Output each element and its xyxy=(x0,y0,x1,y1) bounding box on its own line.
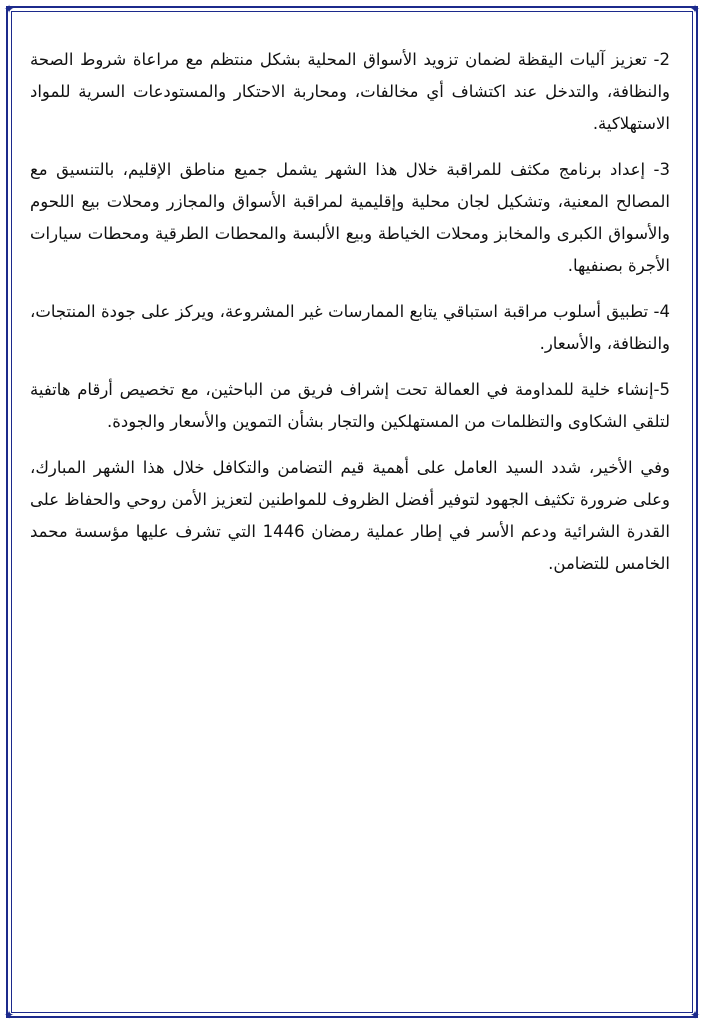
corner-ornament-top-left: ✦ xyxy=(3,2,15,16)
corner-ornament-top-right: ✦ xyxy=(689,2,701,16)
paragraph-item-3: 3- إعداد برنامج مكثف للمراقبة خلال هذا الشهر يشمل جميع مناطق الإقليم، بالتنسيق مع المصالح المعنية، وتشكيل لجان محلية وإقليمية لمراقبة الأسواق والمجازر ومحلات بيع اللحوم والأسواق الكبرى والمخابز ومحلات الخياطة وبيع الألبسة والمحطات الطرقية ومحطات سيارات الأجرة بصنفيها. xyxy=(30,160,670,275)
paragraph-item-4: 4- تطبيق أسلوب مراقبة استباقي يتابع الممارسات غير المشروعة، ويركز على جودة المنتجات، والنظافة، والأسعار. xyxy=(30,302,670,353)
corner-ornament-bottom-left: ✦ xyxy=(3,1008,15,1022)
paragraph-item-2: 2- تعزيز آليات اليقظة لضمان تزويد الأسواق المحلية بشكل منتظم مع مراعاة شروط الصحة والنظافة، والتدخل عند اكتشاف أي مخالفات، ومحاربة الاحتكار والمستودعات السرية للمواد الاستهلاكية. xyxy=(30,50,670,133)
paragraph-item-5: 5-إنشاء خلية للمداومة في العمالة تحت إشراف فريق من الباحثين، مع تخصيص أرقام هاتفية لتلقي الشكاوى والتظلمات من المستهلكين والتجار بشأن التموين والأسعار والجودة. xyxy=(30,380,670,431)
corner-ornament-bottom-right: ✦ xyxy=(689,1008,701,1022)
document-body xyxy=(30,44,670,594)
paragraph-conclusion: وفي الأخير، شدد السيد العامل على أهمية قيم التضامن والتكافل خلال هذا الشهر المبارك، وعلى ضرورة تكثيف الجهود لتوفير أفضل الظروف للمواطنين لتعزيز الأمن روحي والحفاظ على القدرة الشرائية ودعم الأسر في إطار عملية رمضان 1446 التي تشرف عليها مؤسسة محمد الخامس للتضامن. xyxy=(29,458,670,573)
